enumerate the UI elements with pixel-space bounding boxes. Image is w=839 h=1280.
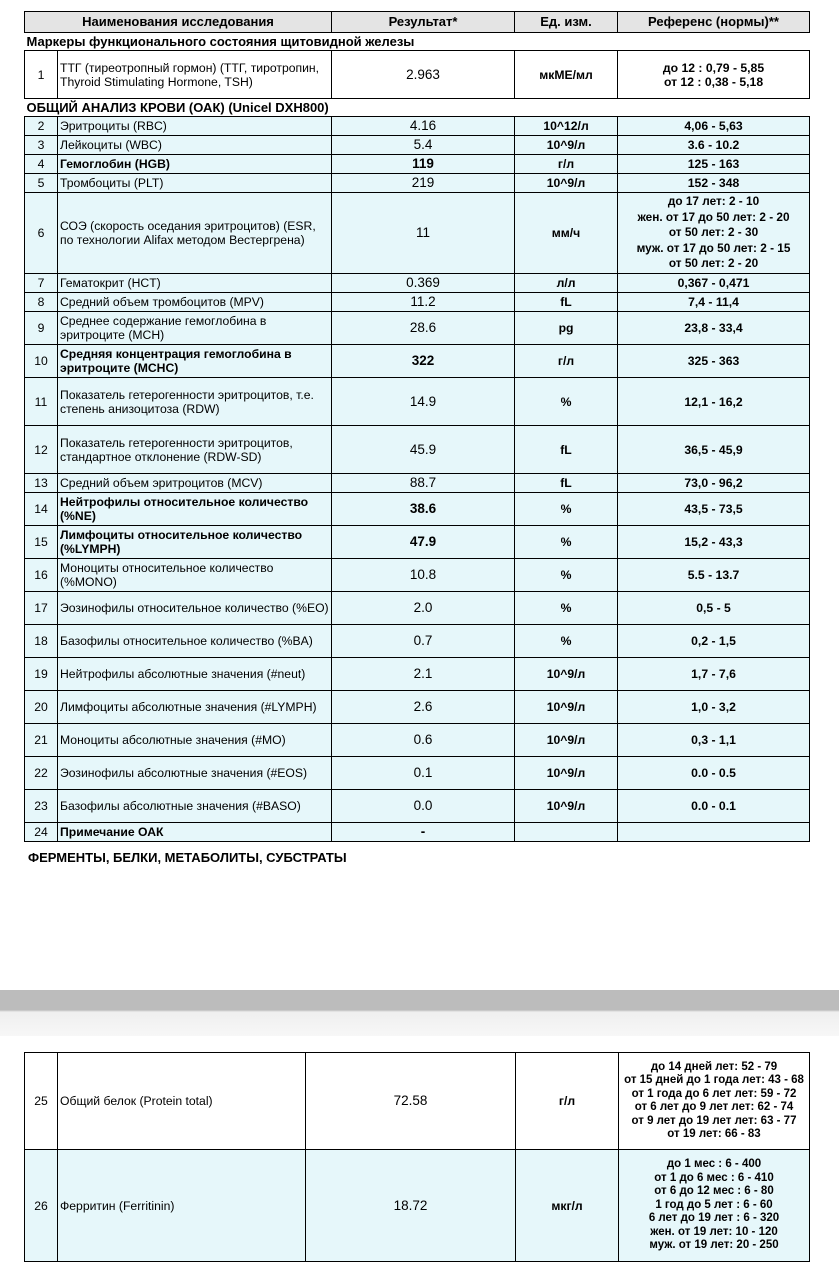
test-unit: fL [515,426,618,474]
reference-line: 0,2 - 1,5 [691,634,736,648]
test-name: Нейтрофилы абсолютные значения (#neut) [58,658,332,691]
table-row [25,117,810,136]
test-unit: л/л [515,274,618,293]
reference-line: 0.0 - 0.5 [691,766,736,780]
test-reference [618,136,810,155]
test-reference [618,592,810,625]
row-number: 9 [25,312,58,345]
test-result: 11.2 [332,293,515,312]
table-row [25,155,810,174]
row-number: 26 [25,1150,58,1262]
reference-line: муж. от 17 до 50 лет: 2 - 15 [636,240,791,255]
row-number: 10 [25,345,58,378]
test-name: Ферритин (Ferritinin) [58,1150,306,1262]
test-unit: мкг/л [516,1150,619,1262]
section-title: ОБЩИЙ АНАЛИЗ КРОВИ (ОАК) (Unicel DXH800) [26,99,329,115]
test-reference [618,117,810,136]
test-result: 45.9 [332,426,515,474]
row-number: 6 [25,193,58,274]
row-number: 2 [25,117,58,136]
test-name: Средний объем тромбоцитов (MPV) [58,293,332,312]
reference-line: 23,8 - 33,4 [684,321,743,335]
table-row [25,1150,810,1262]
test-unit: г/л [515,155,618,174]
test-unit: мкМЕ/мл [515,51,618,99]
reference-line: 15,2 - 43,3 [684,535,743,549]
test-name: Показатель гетерогенности эритроцитов, стандартное отклонение (RDW-SD) [58,426,332,474]
test-result: 72.58 [306,1053,516,1150]
reference-line: 1,0 - 3,2 [691,700,736,714]
test-name: Моноциты абсолютные значения (#MO) [58,724,332,757]
reference-line: 325 - 363 [687,354,740,368]
test-unit: % [515,378,618,426]
row-number: 11 [25,378,58,426]
test-reference [618,426,810,474]
reference-line: 7,4 - 11,4 [688,295,739,309]
test-unit: % [515,493,618,526]
reference-line: 125 - 163 [687,157,740,171]
row-number: 12 [25,426,58,474]
test-reference [618,493,810,526]
test-reference [618,193,810,274]
test-name: Эозинофилы относительное количество (%EO) [58,592,332,625]
test-reference [618,312,810,345]
row-number: 18 [25,625,58,658]
row-number: 4 [25,155,58,174]
reference-line: 73,0 - 96,2 [684,476,743,490]
test-result: 88.7 [332,474,515,493]
test-name: Среднее содержание гемоглобина в эритроците (MCH) [58,312,332,345]
page-break [0,990,839,1036]
table-row [25,559,810,592]
test-reference [618,559,810,592]
reference-line: 152 - 348 [687,176,740,190]
test-name: Средняя концентрация гемоглобина в эритроците (MCHC) [58,345,332,378]
row-number: 7 [25,274,58,293]
test-unit: 10^9/л [515,790,618,823]
test-name: Показатель гетерогенности эритроцитов, т.е. степень анизоцитоза (RDW) [58,378,332,426]
row-number: 19 [25,658,58,691]
reference-line: 0.0 - 0.1 [691,799,736,813]
section-heading-cbc [25,99,810,117]
header-unit: Ед. изм. [515,12,618,33]
reference-line: от 12 : 0,38 - 5,18 [663,74,764,89]
table-row [25,474,810,493]
test-name: Средний объем эритроцитов (MCV) [58,474,332,493]
test-unit: 10^9/л [515,757,618,790]
reference-line: 1 год до 5 лет : 6 - 60 [655,1198,773,1211]
section-heading-thyroid [25,33,810,51]
table-row [25,274,810,293]
test-name: Гематокрит (HCT) [58,274,332,293]
test-result: 0.7 [332,625,515,658]
test-unit: 10^12/л [515,117,618,136]
test-result: 10.8 [332,559,515,592]
reference-line: от 1 года до 6 лет лет: 59 - 72 [631,1087,797,1100]
test-reference [618,691,810,724]
table-row [25,293,810,312]
reference-line: от 19 лет: 66 - 83 [667,1128,761,1140]
table-row [25,136,810,155]
table-row [25,193,810,274]
test-result: 28.6 [332,312,515,345]
results-table [24,11,810,842]
table-header-row [25,12,810,33]
test-reference [618,378,810,426]
row-number: 20 [25,691,58,724]
row-number: 16 [25,559,58,592]
test-result: 219 [332,174,515,193]
test-reference [618,174,810,193]
table-row [25,625,810,658]
reference-line: от 9 лет до 19 лет лет: 63 - 77 [631,1114,797,1127]
test-reference [618,790,810,823]
table-row [25,426,810,474]
reference-line: до 14 дней лет: 52 - 79 [650,1060,778,1073]
test-reference [618,51,810,99]
test-result: 5.4 [332,136,515,155]
test-name: Гемоглобин (HGB) [58,155,332,174]
table-row [25,790,810,823]
reference-line: 43,5 - 73,5 [684,502,743,516]
reference-line: от 50 лет: 2 - 30 [668,225,759,240]
reference-line: 1,7 - 7,6 [691,667,736,681]
test-reference [618,823,810,842]
test-reference [618,274,810,293]
reference-line: от 1 до 6 мес : 6 - 410 [654,1171,774,1184]
table-row [25,174,810,193]
reference-line: 3.6 - 10.2 [687,138,740,152]
test-result: 11 [332,193,515,274]
table-row [25,51,810,99]
reference-line: 12,1 - 16,2 [684,394,743,409]
test-unit: fL [515,293,618,312]
test-unit: 10^9/л [515,691,618,724]
test-unit: 10^9/л [515,658,618,691]
reference-line: жен. от 19 лет: 10 - 120 [650,1225,778,1238]
test-reference [618,724,810,757]
row-number: 17 [25,592,58,625]
test-reference [618,658,810,691]
test-result: 0.6 [332,724,515,757]
test-unit: 10^9/л [515,174,618,193]
reference-line: 0,367 - 0,471 [677,276,750,290]
table-row [25,493,810,526]
test-result: 2.6 [332,691,515,724]
test-reference [618,526,810,559]
table-row [25,312,810,345]
table-row [25,658,810,691]
row-number: 23 [25,790,58,823]
test-result: 47.9 [332,526,515,559]
test-unit [515,823,618,842]
test-name: ТТГ (тиреотропный гормон) (ТТГ, тиротропин, Thyroid Stimulating Hormone, TSH) [58,51,332,99]
reference-line: жен. от 17 до 50 лет: 2 - 20 [637,209,790,224]
test-unit: pg [515,312,618,345]
table-row [25,592,810,625]
row-number: 8 [25,293,58,312]
test-unit: г/л [516,1053,619,1150]
header-name: Наименования исследования [25,12,332,33]
table-row [25,526,810,559]
test-unit: мм/ч [515,193,618,274]
reference-line: от 50 лет: 2 - 20 [668,256,759,271]
test-unit: % [515,526,618,559]
test-result: 2.0 [332,592,515,625]
header-reference: Референс (нормы)** [618,12,810,33]
test-result: 18.72 [306,1150,516,1262]
test-result: - [332,823,515,842]
test-unit: % [515,592,618,625]
reference-line: 6 лет до 19 лет : 6 - 320 [648,1212,780,1225]
table-row [25,691,810,724]
reference-line: 0,3 - 1,1 [691,733,736,747]
reference-line: от 15 дней до 1 года лет: 43 - 68 [624,1074,804,1086]
row-number: 15 [25,526,58,559]
test-result: 2.1 [332,658,515,691]
table-row [25,345,810,378]
test-result: 0.1 [332,757,515,790]
table-row [25,724,810,757]
reference-line: 0,5 - 5 [696,601,731,615]
test-reference [619,1053,810,1150]
reference-line: до 12 : 0,79 - 5,85 [662,60,765,75]
results-table-page2 [24,1052,810,1262]
row-number: 3 [25,136,58,155]
test-reference [618,625,810,658]
test-name: Эозинофилы абсолютные значения (#EOS) [58,757,332,790]
test-result: 322 [332,345,515,378]
section-title: Маркеры функционального состояния щитовидной железы [26,33,415,49]
table-row [25,1053,810,1150]
reference-line: от 6 лет до 9 лет лет: 62 - 74 [634,1101,794,1113]
section-heading-enzymes: ФЕРМЕНТЫ, БЕЛКИ, МЕТАБОЛИТЫ, СУБСТРАТЫ [28,850,347,865]
reference-line: до 1 мес : 6 - 400 [666,1158,762,1171]
table-row [25,823,810,842]
test-reference [618,474,810,493]
test-unit: % [515,559,618,592]
test-name: Лейкоциты (WBC) [58,136,332,155]
row-number: 21 [25,724,58,757]
row-number: 5 [25,174,58,193]
row-number: 24 [25,823,58,842]
test-result: 0.369 [332,274,515,293]
row-number: 1 [25,51,58,99]
header-result: Результат* [332,12,515,33]
test-name: Общий белок (Protein total) [58,1053,306,1150]
reference-line: муж. от 19 лет: 20 - 250 [649,1239,779,1252]
table-row [25,378,810,426]
test-unit: fL [515,474,618,493]
test-name: Лимфоциты абсолютные значения (#LYMPH) [58,691,332,724]
row-number: 13 [25,474,58,493]
table-row [25,757,810,790]
reference-line: 36,5 - 45,9 [684,442,743,457]
test-name: Нейтрофилы относительное количество (%NE) [58,493,332,526]
row-number: 22 [25,757,58,790]
test-name: Эритроциты (RBC) [58,117,332,136]
test-name: Базофилы относительное количество (%BA) [58,625,332,658]
test-result: 2.963 [332,51,515,99]
test-name: Моноциты относительное количество (%MONO) [58,559,332,592]
test-unit: г/л [515,345,618,378]
reference-line: до 17 лет: 2 - 10 [667,194,760,209]
test-name: Тромбоциты (PLT) [58,174,332,193]
reference-line: от 6 до 12 мес : 6 - 80 [654,1185,774,1198]
test-name: СОЭ (скорость оседания эритроцитов) (ESR, по технологии Alifax методом Вестергрена) [58,193,332,274]
test-unit: % [515,625,618,658]
reference-line: 5.5 - 13.7 [687,568,740,582]
test-result: 119 [332,155,515,174]
test-reference [618,345,810,378]
reference-line: 4,06 - 5,63 [684,119,743,133]
test-unit: 10^9/л [515,136,618,155]
test-result: 0.0 [332,790,515,823]
test-reference [619,1150,810,1262]
test-reference [618,155,810,174]
test-result: 38.6 [332,493,515,526]
test-result: 4.16 [332,117,515,136]
row-number: 14 [25,493,58,526]
test-name: Примечание ОАК [58,823,332,842]
test-name: Лимфоциты относительное количество (%LYMPH) [58,526,332,559]
test-reference [618,757,810,790]
test-name: Базофилы абсолютные значения (#BASO) [58,790,332,823]
test-result: 14.9 [332,378,515,426]
test-reference [618,293,810,312]
row-number: 25 [25,1053,58,1150]
test-unit: 10^9/л [515,724,618,757]
